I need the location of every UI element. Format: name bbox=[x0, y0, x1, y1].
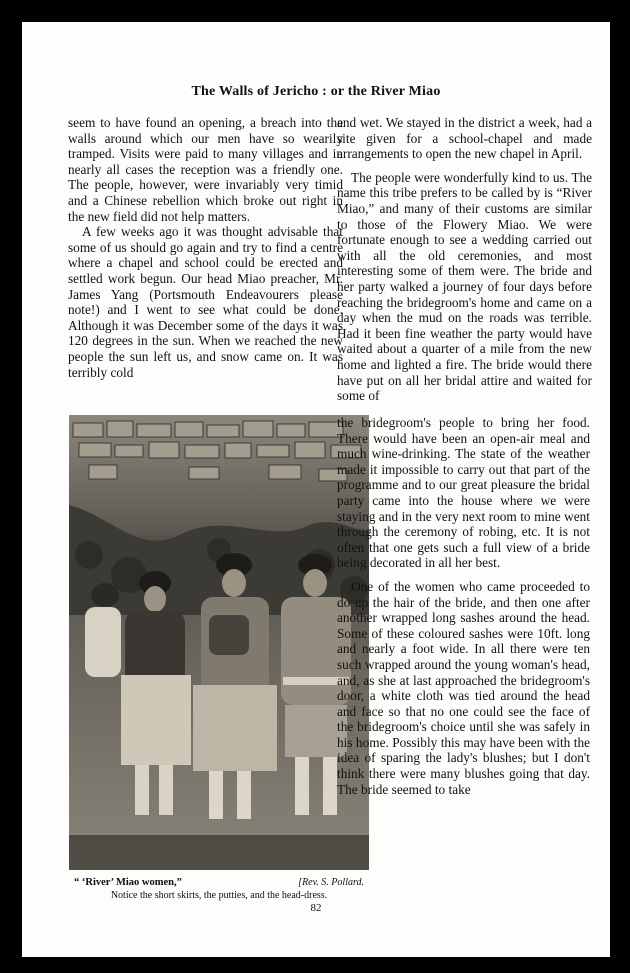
left-column-text bbox=[68, 115, 343, 380]
caption-note: Notice the short skirts, the putties, and the head-dress. bbox=[110, 890, 328, 901]
paragraph: A few weeks ago it was thought advisable that some of us should go again and try to find a centre where a chapel and school could be erected and settled work begun. Our head Miao preacher, Mr. James Yang (Portsmouth Endeavourers please note!) and I went to see what could be done. Although it was December some of the days it was 120 degrees in the sun. When we reached the new people the sun left us, and snow came on. It was terribly cold bbox=[68, 224, 343, 380]
paragraph: The people were wonderfully kind to us. The name this tribe prefers to be called by is “River Miao,” and many of their customs are similar to those of the Flowery Miao. We were fortunate enough to see a wedding carried out with all the old ceremonies, and most interesting some of them were. The bride and her party walked a journey of four days before reaching the bridegroom's home and came on a day when the mud on the roads was terrible. Had it been fine weather the party would have waited about a quarter of a mile from the new home and lighted a fire. The bride would there have put on all her bridal attire and waited for some of bbox=[337, 169, 592, 404]
paragraph: and wet. We stayed in the district a week, had a site given for a school-chapel and made arrangements to open the new chapel in April. bbox=[337, 115, 592, 162]
right-column-text bbox=[337, 115, 592, 404]
document-page bbox=[22, 22, 610, 957]
caption-credit: [Rev. S. Pollard. bbox=[298, 877, 364, 888]
photo-illustration bbox=[69, 415, 369, 870]
paragraph: One of the women who came proceeded to do up the hair of the bride, and then one after another wrapped long sashes around the head. Some of these coloured sashes were 10ft. long and nearly a foot wide. In all there were ten such wrapped around the young woman's head, and, as she at last approached the bridegroom's door, a white cloth was tied around the head and face so that no one could see the face of the bridegroom's choice until she was safely in his home. Possibly this may have been with the idea of sparing the lady's blushes; but I don't think there were many blushes going that day. The bride seemed to take bbox=[337, 578, 590, 797]
running-header: The Walls of Jericho : or the River Miao bbox=[191, 84, 441, 99]
right-column-text-continued bbox=[337, 415, 590, 797]
paragraph: the bridegroom's people to bring her food. There would have been an open-air meal and much wine-drinking. The state of the weather made it impossible to carry out that part of the programme and to our great pleasure the bridal party came into the house where we were staying and in the very next room to mine went through the ceremony of robing, etc. It is not often that one gets such a full view of a bride being decorated in all her best. bbox=[337, 415, 590, 571]
photo-caption bbox=[74, 877, 364, 888]
page-number: 82 bbox=[310, 902, 322, 914]
photograph-miao-women bbox=[69, 415, 369, 870]
caption-title: “ ‘River’ Miao women,” bbox=[74, 877, 182, 888]
paragraph: seem to have found an opening, a breach into the walls around which our men have so wearily tramped. Visits were paid to many villages and in nearly all cases the reception was a friendly one. The people, however, were invariably very timid and a Chinese rebellion which broke out right in the new field did not help matters. bbox=[68, 115, 343, 224]
